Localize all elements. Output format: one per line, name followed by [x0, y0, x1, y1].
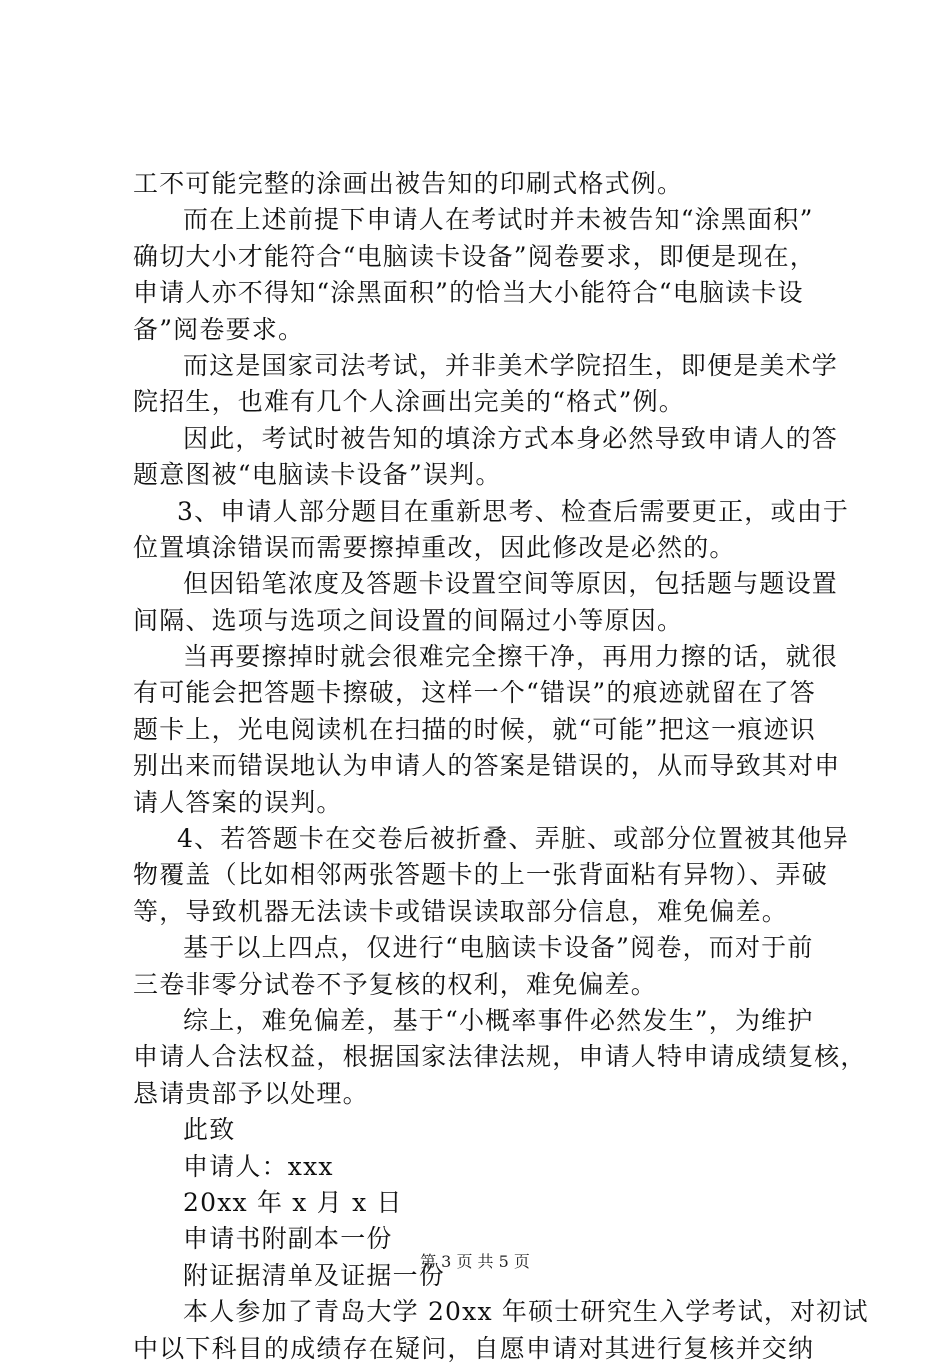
attachment-line: 附证据清单及证据一份 — [183, 1260, 446, 1290]
text-line: 院招生，也难有几个人涂画出完美的“格式”例。 — [133, 387, 685, 417]
text-line: 基于以上四点，仅进行“电脑读卡设备”阅卷，而对于前 — [183, 933, 814, 963]
text-line: 位置填涂错误而需要擦掉重改，因此修改是必然的。 — [133, 532, 736, 562]
text-line: 题卡上，光电阅读机在扫描的时候，就“可能”把这一痕迹识 — [133, 714, 816, 744]
text-line: 4、若答题卡在交卷后被折叠、弄脏、或部分位置被其他异 — [177, 824, 850, 854]
text-line: 别出来而错误地认为申请人的答案是错误的，从而导致其对申 — [133, 751, 841, 781]
text-line: 当再要擦掉时就会很难完全擦干净，再用力擦的话，就很 — [183, 642, 839, 672]
text-line: 请人答案的误判。 — [133, 787, 343, 817]
text-line: 申请人亦不得知“涂黑面积”的恰当大小能符合“电脑读卡设 — [133, 278, 804, 308]
text-line: 3、申请人部分题目在重新思考、检查后需要更正，或由于 — [177, 496, 850, 526]
text-line: 题意图被“电脑读卡设备”误判。 — [133, 460, 502, 490]
text-line: 恳请贵部予以处理。 — [133, 1078, 369, 1108]
text-line: 中以下科目的成绩存在疑问，自愿申请对其进行复核并交纳 — [133, 1333, 815, 1363]
text-line: 而这是国家司法考试，并非美术学院招生，即便是美术学 — [183, 350, 839, 380]
text-line: 而在上述前提下申请人在考试时并未被告知“涂黑面积” — [183, 205, 814, 235]
text-line: 工不可能完整的涂画出被告知的印刷式格式例。 — [133, 169, 684, 198]
text-line: 物覆盖（比如相邻两张答题卡的上一张背面粘有异物）、弄破 — [133, 860, 828, 890]
date-line: 20xx 年 x 月 x 日 — [183, 1187, 403, 1217]
text-line: 等，导致机器无法读卡或错误读取部分信息，难免偏差。 — [133, 896, 789, 926]
text-line: 确切大小才能符合“电脑读卡设备”阅卷要求，即便是现在， — [133, 241, 816, 271]
text-line: 间隔、选项与选项之间设置的间隔过小等原因。 — [133, 605, 684, 635]
text-line: 但因铅笔浓度及答题卡设置空间等原因，包括题与题设置 — [183, 569, 839, 599]
text-line: 备”阅卷要求。 — [133, 314, 305, 344]
text-line: 有可能会把答题卡擦破，这样一个“错误”的痕迹就留在了答 — [133, 678, 816, 708]
salutation: 此致 — [183, 1115, 236, 1145]
page-number: 第 3 页 共 5 页 — [420, 1252, 530, 1271]
document-body — [133, 166, 869, 1367]
text-line: 三卷非零分试卷不予复核的权利，难免偏差。 — [133, 969, 658, 999]
text-line: 本人参加了青岛大学 20xx 年硕士研究生入学考试，对初试 — [183, 1297, 869, 1327]
text-line: 因此，考试时被告知的填涂方式本身必然导致申请人的答 — [183, 423, 839, 453]
text-line: 申请人合法权益，根据国家法律法规，申请人特申请成绩复核， — [133, 1042, 867, 1072]
attachment-line: 申请书附副本一份 — [183, 1224, 393, 1254]
applicant-line: 申请人：xxx — [183, 1151, 334, 1181]
text-line: 综上，难免偏差，基于“小概率事件必然发生”，为维护 — [183, 1005, 814, 1035]
